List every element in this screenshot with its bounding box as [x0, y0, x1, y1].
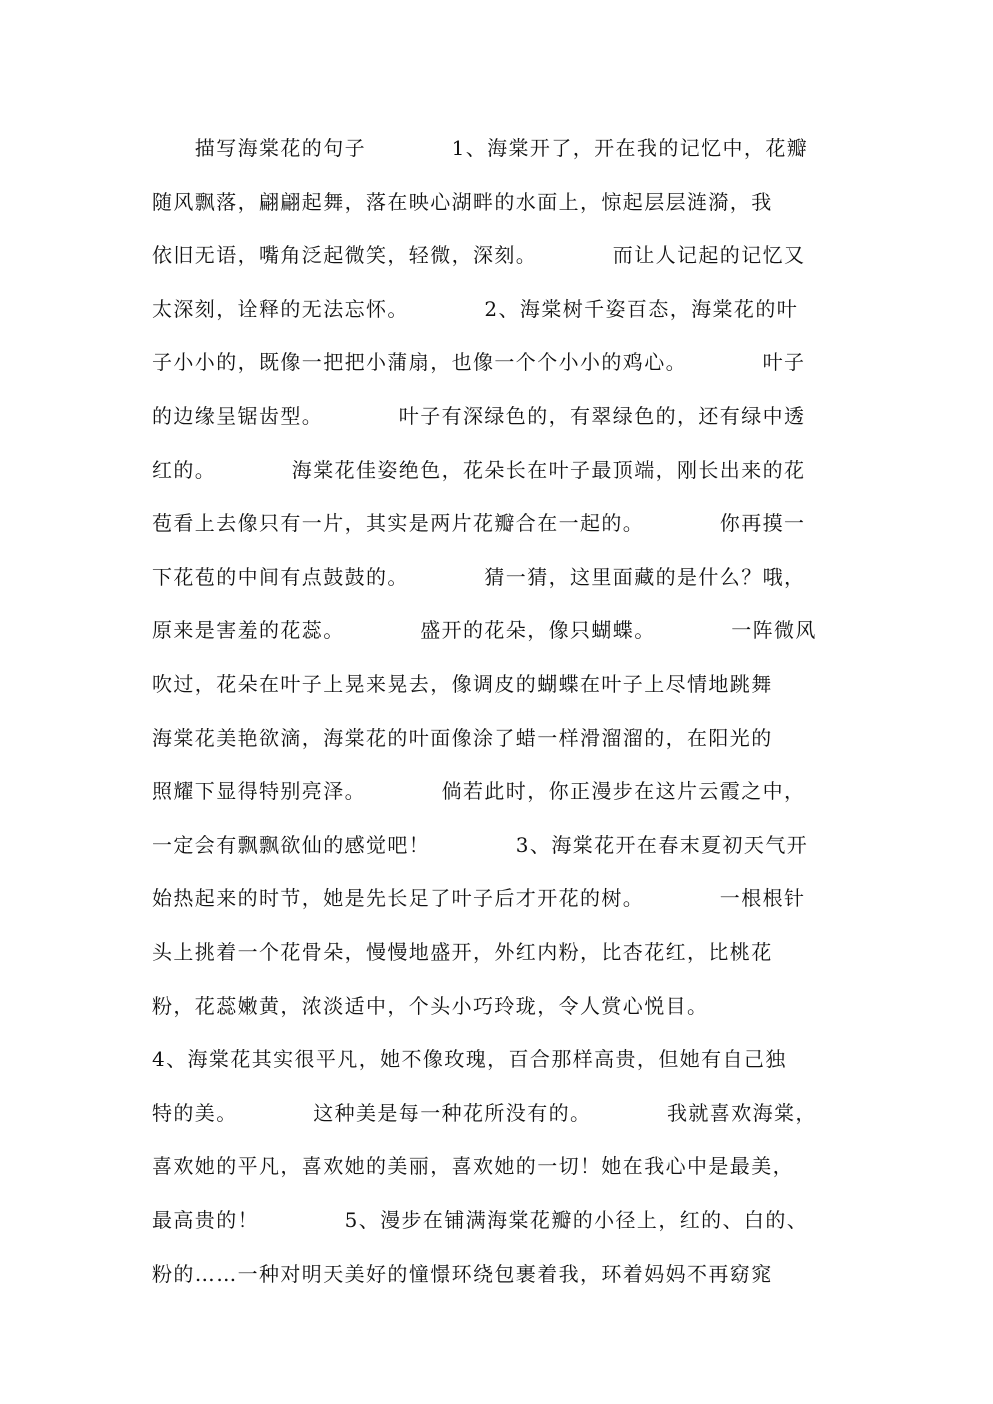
- text-line: 粉，花蕊嫩黄，浓淡适中，个头小巧玲珑，令人赏心悦目。: [152, 993, 709, 1018]
- text-line: 喜欢她的平凡，喜欢她的美丽，喜欢她的一切！她在我心中是最美，: [152, 1154, 794, 1179]
- text-line: 照耀下显得特别亮泽。 倘若此时，你正漫步在这片云霞之中，: [152, 779, 806, 804]
- text-line: 随风飘落，翩翩起舞，落在映心湖畔的水面上，惊起层层涟漪，我: [152, 189, 773, 214]
- text-line: 海棠花美艳欲滴，海棠花的叶面像涂了蜡一样滑溜溜的，在阳光的: [152, 725, 773, 750]
- text-line: 始热起来的时节，她是先长足了叶子后才开花的树。 一根根针: [152, 886, 806, 911]
- text-line: 粉的……一种对明天美好的憧憬环绕包裹着我，环着妈妈不再窈窕: [152, 1261, 773, 1286]
- text-line: 太深刻，诠释的无法忘怀。 2、海棠树千姿百态，海棠花的叶: [152, 296, 799, 321]
- text-line: 最高贵的！ 5、漫步在铺满海棠花瓣的小径上，红的、白的、: [152, 1208, 809, 1232]
- text-line: 一定会有飘飘欲仙的感觉吧！ 3、海棠花开在春末夏初天气开: [152, 832, 809, 857]
- text-line: 吹过，花朵在叶子上晃来晃去，像调皮的蝴蝶在叶子上尽情地跳舞: [152, 672, 773, 696]
- text-line: 特的美。 这种美是每一种花所没有的。 我就喜欢海棠，: [152, 1100, 817, 1125]
- text-line: 下花苞的中间有点鼓鼓的。 猜一猜，这里面藏的是什么？哦，: [152, 564, 806, 589]
- text-line: 子小小的，既像一把把小蒲扇，也像一个个小小的鸡心。 叶子: [152, 350, 806, 375]
- text-line: 苞看上去像只有一片，其实是两片花瓣合在一起的。 你再摸一: [152, 511, 806, 536]
- text-line: 依旧无语，嘴角泛起微笑，轻微，深刻。 而让人记起的记忆又: [152, 243, 806, 268]
- text-line: 的边缘呈锯齿型。 叶子有深绿色的，有翠绿色的，还有绿中透: [152, 404, 806, 428]
- text-line: 描写海棠花的句子 1、海棠开了，开在我的记忆中，花瓣: [152, 136, 809, 160]
- text-line: 原来是害羞的花蕊。 盛开的花朵，像只蝴蝶。 一阵微风: [152, 618, 817, 643]
- text-line: 4、海棠花其实很平凡，她不像玫瑰，百合那样高贵，但她有自己独: [152, 1047, 787, 1072]
- text-line: 红的。 海棠花佳姿绝色，花朵长在叶子最顶端，刚长出来的花: [152, 457, 806, 482]
- text-line: 头上挑着一个花骨朵，慢慢地盛开，外红内粉，比杏花红，比桃花: [152, 940, 773, 964]
